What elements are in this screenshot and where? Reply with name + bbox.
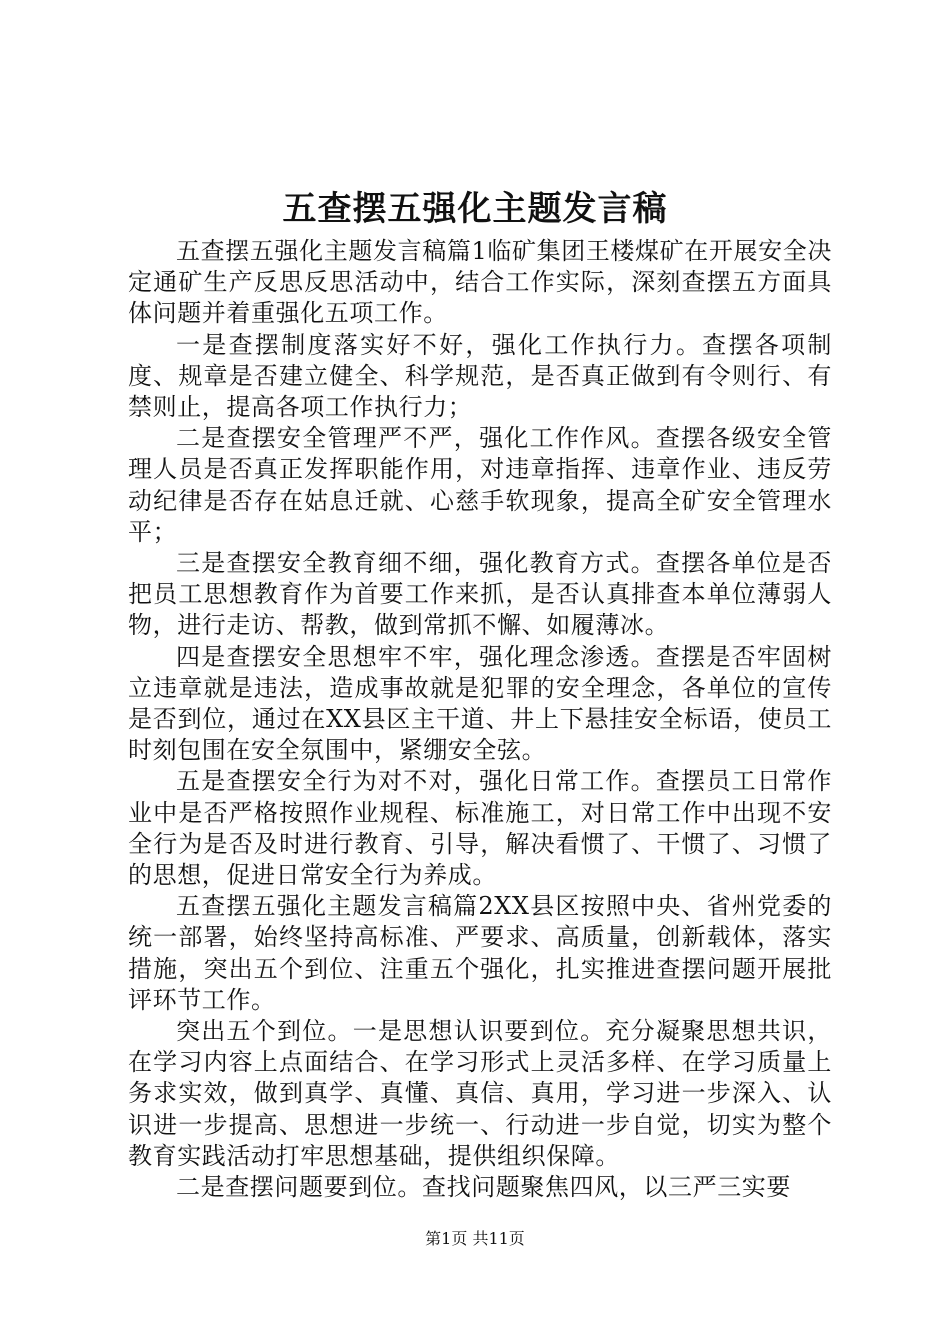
paragraph: 一是查摆制度落实好不好，强化工作执行力。查摆各项制度、规章是否建立健全、科学规范，是否真正做到有令则行、有禁则止，提高各项工作执行力； [128,330,832,422]
paragraph: 四是查摆安全思想牢不牢，强化理念渗透。查摆是否牢固树立违章就是违法，造成事故就是犯罪的安全理念，各单位的宣传是否到位，通过在XX县区主干道、井上下悬挂安全标语，使员工时刻包围在安全氛围中，紧绷安全弦。 [128,642,832,765]
paragraph: 五查摆五强化主题发言稿篇1临矿集团王楼煤矿在开展安全决定通矿生产反思反思活动中，结合工作实际，深刻查摆五方面具体问题并着重强化五项工作。 [128,237,832,328]
paragraph: 三是查摆安全教育细不细，强化教育方式。查摆各单位是否把员工思想教育作为首要工作来抓，是否认真排查本单位薄弱人物，进行走访、帮教，做到常抓不懈、如履薄冰。 [128,549,832,640]
document-body [128,236,832,1203]
paragraph: 二是查摆安全管理严不严，强化工作作风。查摆各级安全管理人员是否真正发挥职能作用，对违章指挥、违章作业、违反劳动纪律是否存在姑息迁就、心慈手软现象，提高全矿安全管理水平； [128,424,832,546]
document-title: 五查摆五强化主题发言稿 [282,189,668,229]
paragraph: 五是查摆安全行为对不对，强化日常工作。查摆员工日常作业中是否严格按照作业规程、标准施工，对日常工作中出现不安全行为是否及时进行教育、引导，解决看惯了、干惯了、习惯了的思想，促进日常安全行为养成。 [128,767,832,890]
paragraph: 二是查摆问题要到位。查找问题聚焦四风，以三严三实要 [176,1173,791,1202]
paragraph: 突出五个到位。一是思想认识要到位。充分凝聚思想共识，在学习内容上点面结合、在学习形式上灵活多样、在学习质量上务求实效，做到真学、真懂、真信、真用，学习进一步深入、认识进一步提高、思想进一步统一、行动进一步自觉，切实为整个教育实践活动打牢思想基础，提供组织保障。 [128,1017,832,1170]
paragraph: 五查摆五强化主题发言稿篇2XX县区按照中央、省州党委的统一部署，始终坚持高标准、严要求、高质量，创新载体，落实措施，突出五个到位、注重五个强化，扎实推进查摆问题开展批评环节工作。 [128,892,832,1014]
page-number-footer: 第1页 共11页 [425,1229,525,1248]
